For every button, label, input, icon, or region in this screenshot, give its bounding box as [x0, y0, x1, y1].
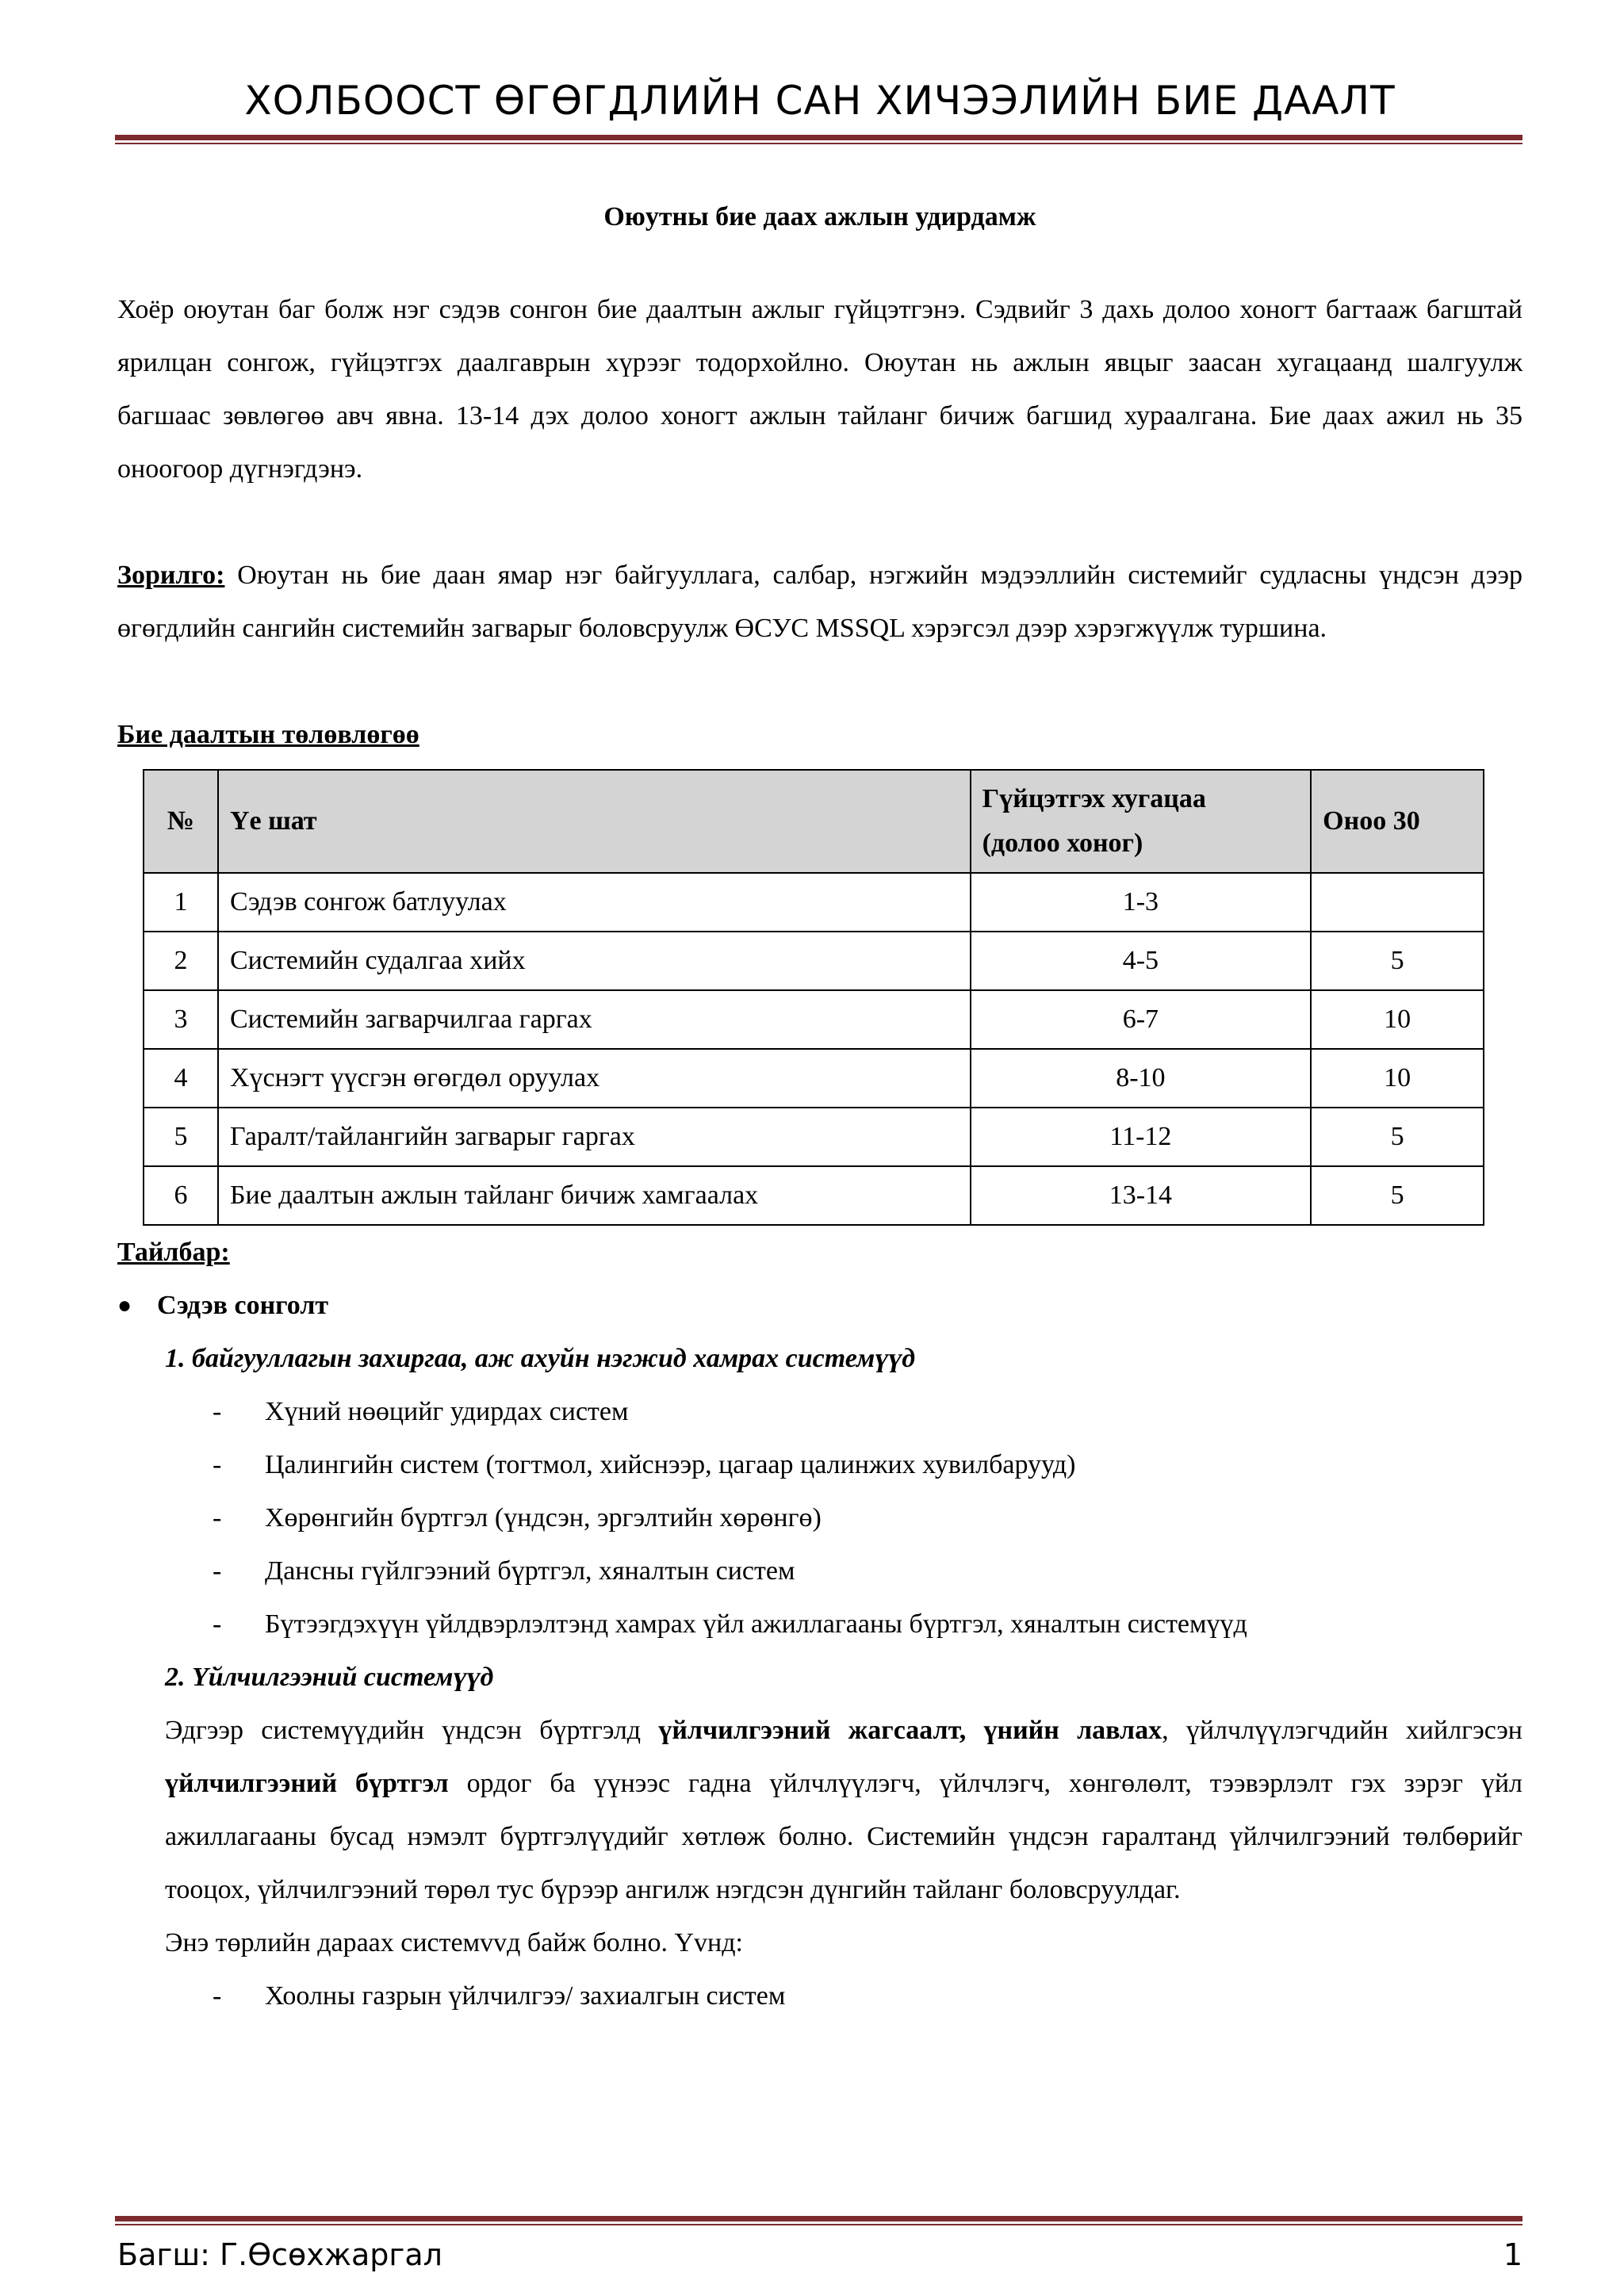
cell-weeks: 8-10: [971, 1049, 1312, 1108]
col-stage: Үе шат: [218, 770, 971, 873]
list-item: [117, 1969, 1522, 2022]
list-item: [117, 1491, 1522, 1544]
cell-score: 5: [1311, 1108, 1484, 1166]
intro-paragraph: Хоёр оюутан баг болж нэг сэдэв сонгон бие даалтын ажлыг гүйцэтгэнэ. Сэдвийг 3 дахь долоо хоногт багтааж багштай ярилцан сонгож, гүйцэтгэх даалгаврын хүрээг тодорхойлно. Оюутан нь ажлын явцыг заасан хугацаанд шалгуулж багшаас зөвлөгөө авч явна. 13-14 дэх долоо хоногт ажлын тайланг бичиж багшид хураалгана. Бие даах ажил нь 35 оноогоор дүгнэгдэнэ.: [117, 295, 1522, 484]
cell-number: 2: [144, 932, 218, 990]
cell-weeks: 11-12: [971, 1108, 1312, 1166]
notes-heading: Тайлбар:: [117, 1238, 230, 1267]
table-row: [144, 990, 1484, 1049]
cell-stage: Гаралт/тайлангийн загварыг гаргах: [218, 1108, 971, 1166]
cell-weeks: 4-5: [971, 932, 1312, 990]
page-number: 1: [1503, 2237, 1522, 2272]
plan-table-header: [144, 770, 1484, 873]
cell-score: 5: [1311, 1166, 1484, 1225]
footer-divider: [115, 2216, 1522, 2225]
table-row: [144, 932, 1484, 990]
goal-label: Зорилго:: [117, 561, 225, 590]
cell-number: 5: [144, 1108, 218, 1166]
cell-stage: Системийн загварчилгаа гаргах: [218, 990, 971, 1049]
plan-table: [143, 769, 1484, 1226]
cell-number: 3: [144, 990, 218, 1049]
table-row: [144, 873, 1484, 932]
list-item-text: Дансны гүйлгээний бүртгэл, хяналтын систем: [265, 1556, 795, 1586]
goal-text: Оюутан нь бие даан ямар нэг байгууллага, салбар, нэгжийн мэдээллийн системийг судласны үндсэн дээр өгөгдлийн сангийн системийн загварыг боловсруулж ӨСУС MSSQL хэрэгсэл дээр хэрэгжүүлж туршина.: [117, 561, 1522, 643]
section2-list: [117, 1969, 1522, 2022]
cell-number: 1: [144, 873, 218, 932]
goal-paragraph: [117, 549, 1522, 655]
dash-marker: -: [213, 1981, 222, 2011]
col-number: №: [144, 770, 218, 873]
table-row: [144, 1108, 1484, 1166]
table-row: [144, 1049, 1484, 1108]
list-item-text: Цалингийн систем (тогтмол, хийснээр, цагаар цалинжих хувилбарууд): [265, 1450, 1076, 1479]
list-item: [117, 1544, 1522, 1598]
header-divider: [115, 135, 1522, 144]
dash-marker: -: [213, 1503, 222, 1533]
cell-number: 6: [144, 1166, 218, 1225]
cell-stage: Бие даалтын ажлын тайланг бичиж хамгаалах: [218, 1166, 971, 1225]
dash-marker: -: [213, 1397, 222, 1426]
bullet-icon: ●: [117, 1292, 132, 1318]
list-item: [117, 1385, 1522, 1438]
table-row: [144, 1166, 1484, 1225]
section1-title: 1. байгууллагын захиргаа, аж ахуйн нэгжид хамрах системүүд: [165, 1344, 916, 1373]
document-title: Оюутны бие даах ажлын удирдамж: [603, 202, 1036, 232]
cell-score: 10: [1311, 990, 1484, 1049]
cell-stage: Хүснэгт үүсгэн өгөгдөл оруулах: [218, 1049, 971, 1108]
document-body: [117, 190, 1522, 2022]
cell-score: 10: [1311, 1049, 1484, 1108]
page-footer: [117, 2237, 1522, 2272]
section2-note: Энэ төрлийн дараах системvvд байж болно. Үvнд:: [165, 1928, 743, 1957]
col-score: Оноо 30: [1311, 770, 1484, 873]
page-header-title: ХОЛБООСТ ӨГӨГДЛИЙН САН ХИЧЭЭЛИЙН БИЕ ДААЛТ: [244, 78, 1396, 124]
cell-score: 5: [1311, 932, 1484, 990]
bullet-label: Сэдэв сонголт: [157, 1291, 329, 1320]
footer-teacher: Багш: Г.Өсөхжаргал: [117, 2237, 442, 2272]
cell-stage: Сэдэв сонгож батлуулах: [218, 873, 971, 932]
dash-marker: -: [213, 1609, 222, 1639]
col-weeks: Гүйцэтгэх хугацаа (долоо хоног): [971, 770, 1312, 873]
list-item: [117, 1598, 1522, 1651]
list-item-text: Хоолны газрын үйлчилгээ/ захиалгын систем: [265, 1981, 786, 2011]
plan-heading: Бие даалтын төлөвлөгөө: [117, 720, 419, 749]
cell-score: [1311, 873, 1484, 932]
bullet-topic-selection: [117, 1279, 1522, 1332]
list-item-text: Хөрөнгийн бүртгэл (үндсэн, эргэлтийн хөрөнгө): [265, 1503, 822, 1533]
list-item-text: Бүтээгдэхүүн үйлдвэрлэлтэнд хамрах үйл ажиллагааны бүртгэл, хяналтын системүүд: [265, 1609, 1247, 1639]
section1-list: [117, 1385, 1522, 1651]
cell-weeks: 1-3: [971, 873, 1312, 932]
section2-paragraph: Эдгээр системүүдийн үндсэн бүртгэлд үйлчилгээний жагсаалт, үнийн лавлах, үйлчлүүлэгчдийн хийлгэсэн үйлчилгээний бүртгэл ордог ба үүнээс гадна үйлчлүүлэгч, үйлчлэгч, хөнгөлөлт, тээвэрлэлт гэх зэрэг үйл ажиллагааны бусад нэмэлт бүртгэлүүдийг хөтлөж болно. Системийн үндсэн гаралтанд үйлчилгээний төлбөрийг тооцох, үйлчилгээний төрөл тус бүрээр ангилж нэгдсэн дүнгийн тайланг боловсруулдаг.: [165, 1716, 1522, 1904]
section2-title: 2. Үйлчилгээний системүүд: [165, 1663, 494, 1692]
dash-marker: -: [213, 1556, 222, 1586]
cell-weeks: 13-14: [971, 1166, 1312, 1225]
list-item: [117, 1438, 1522, 1491]
cell-stage: Системийн судалгаа хийх: [218, 932, 971, 990]
cell-weeks: 6-7: [971, 990, 1312, 1049]
list-item-text: Хүний нөөцийг удирдах систем: [265, 1397, 629, 1426]
dash-marker: -: [213, 1450, 222, 1479]
cell-number: 4: [144, 1049, 218, 1108]
